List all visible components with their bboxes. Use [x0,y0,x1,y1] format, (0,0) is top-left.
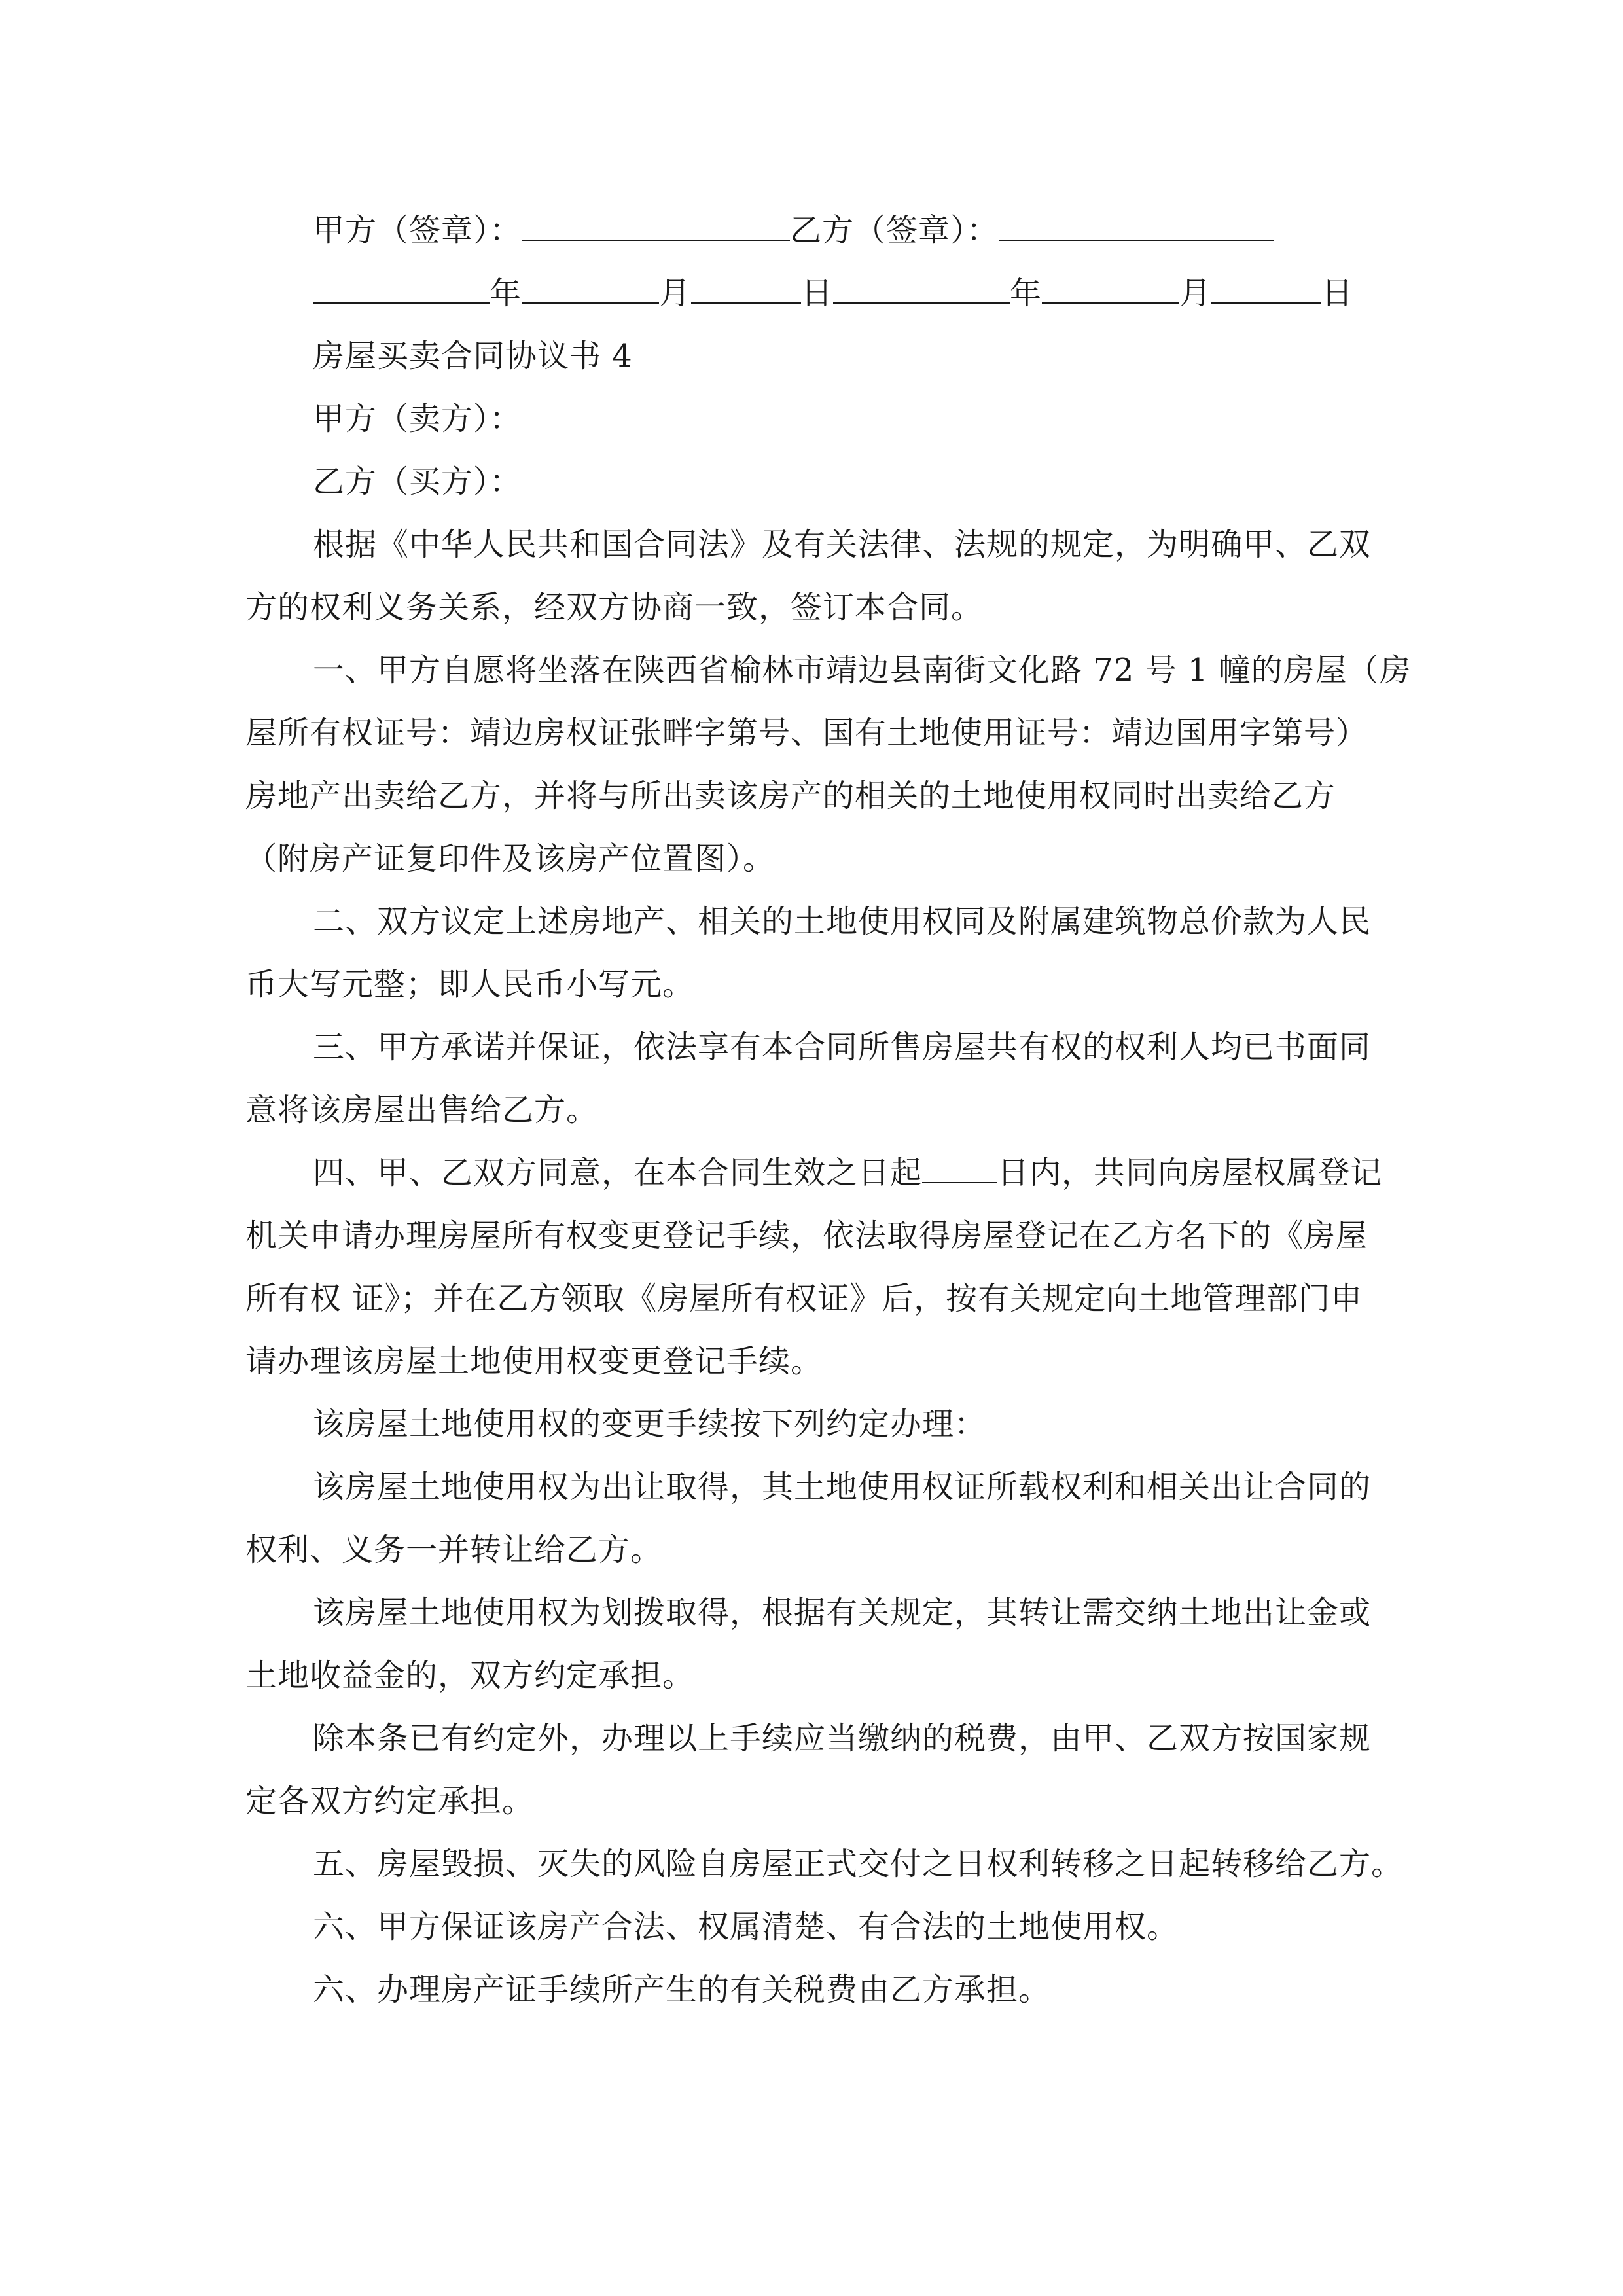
paragraph-line: 五、房屋毁损、灭失的风险自房屋正式交付之日权利转移之日起转移给乙方。 [313,1846,1404,1882]
paragraph-line: 房地产出卖给乙方，并将与所出卖该房产的相关的土地使用权同时出卖给乙方 [245,778,1336,814]
paragraph-line: 机关申请办理房屋所有权变更登记手续，依法取得房屋登记在乙方名下的《房屋 [245,1217,1368,1254]
contract-title: 房屋买卖合同协议书 4 [313,338,633,374]
paragraph-line: 除本条已有约定外，办理以上手续应当缴纳的税费，由甲、乙双方按国家规 [313,1720,1372,1757]
day-label: 日 [801,275,834,312]
paragraph-line: 六、甲方保证该房产合法、权属清楚、有合法的土地使用权。 [313,1909,1179,1945]
party-b-year-blank[interactable] [833,274,1010,304]
paragraph-line: 意将该房屋出售给乙方。 [245,1092,599,1128]
paragraph-line: 屋所有权证号：靖边房权证张畔字第号、国有土地使用证号：靖边国用字第号） [245,715,1368,751]
paragraph-line: 土地收益金的，双方约定承担。 [245,1657,695,1694]
paragraph-line: 该房屋土地使用权为划拨取得，根据有关规定，其转让需交纳土地出让金或 [313,1594,1372,1631]
party-a-seller: 甲方（卖方）： [313,401,522,437]
party-b-day-blank[interactable] [1211,274,1321,304]
month-label: 月 [659,275,692,312]
paragraph-line: 权利、义务一并转让给乙方。 [245,1532,663,1568]
party-b-buyer: 乙方（买方）： [313,463,522,500]
party-a-month-blank[interactable] [522,274,659,304]
paragraph-line: 请办理该房屋土地使用权变更登记手续。 [245,1343,823,1380]
month-label: 月 [1179,275,1212,312]
party-a-day-blank[interactable] [691,274,801,304]
paragraph-line [313,1153,1381,1193]
paragraph-line: 三、甲方承诺并保证，依法享有本合同所售房屋共有权的权利人均已书面同 [313,1029,1372,1066]
paragraph-line: 二、双方议定上述房地产、相关的土地使用权同及附属建筑物总价款为人民 [313,903,1372,940]
year-label: 年 [1010,275,1043,312]
paragraph-line: 币大写元整；即人民币小写元。 [245,966,695,1003]
day-label: 日 [1321,275,1354,312]
paragraph-line: 所有权 证》；并在乙方领取《房屋所有权证》后，按有关规定向土地管理部门申 [245,1280,1363,1317]
paragraph-line: （附房产证复印件及该房产位置图）。 [245,840,776,877]
party-b-month-blank[interactable] [1042,274,1179,304]
paragraph-line: 定各双方约定承担。 [245,1783,535,1820]
paragraph-line: 方的权利义务关系，经双方协商一致，签订本合同。 [245,589,984,626]
year-label: 年 [490,275,522,312]
party-b-signature-blank[interactable] [999,211,1274,241]
date-line [313,274,1381,313]
paragraph-text: 日内，共同向房屋权属登记 [997,1155,1383,1191]
paragraph-line: 该房屋土地使用权为出让取得，其土地使用权证所载权利和相关出让合同的 [313,1469,1372,1505]
party-a-year-blank[interactable] [313,274,490,304]
days-blank[interactable] [922,1153,997,1183]
party-a-signature-label: 甲方（签章）： [313,212,522,249]
paragraph-line: 一、甲方自愿将坐落在陕西省榆林市靖边县南街文化路 72 号 1 幢的房屋（房 [313,652,1412,689]
paragraph-line: 该房屋土地使用权的变更手续按下列约定办理： [313,1406,987,1443]
paragraph-line: 根据《中华人民共和国合同法》及有关法律、法规的规定，为明确甲、乙双 [313,526,1372,563]
party-a-signature-blank[interactable] [522,211,790,241]
paragraph-text: 四、甲、乙双方同意，在本合同生效之日起 [313,1155,923,1191]
paragraph-line: 六、办理房产证手续所产生的有关税费由乙方承担。 [313,1971,1051,2008]
signature-line [313,211,1381,250]
party-b-signature-label: 乙方（签章）： [790,212,999,249]
